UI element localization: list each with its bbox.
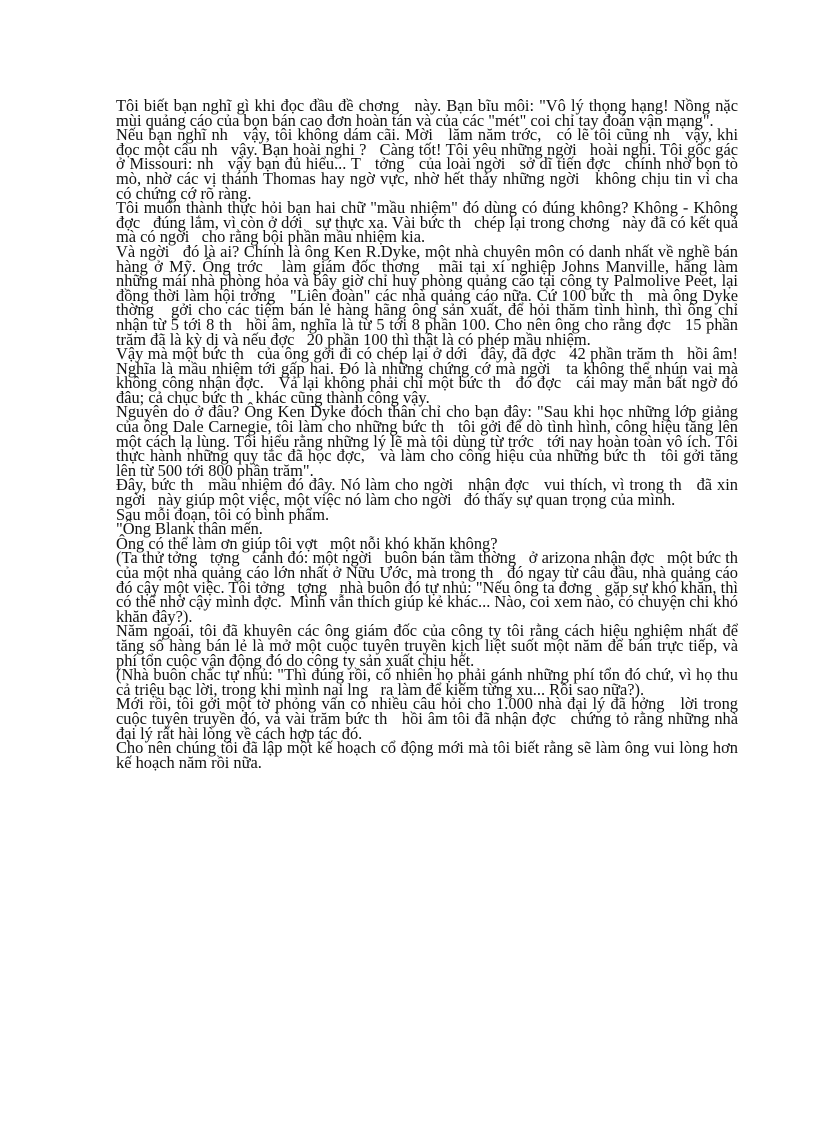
paragraph-intro: Tôi biết bạn nghĩ gì khi đọc đầu đề chơng này. Bạn bĩu môi: "Vô lý thọng hạng! Nồng nặc mùi quảng cáo của bọn bán cao đơn hoàn tán và của các "mét" coi chỉ tay đoán vận mạng". [116,96,743,130]
paragraph-magic-letter: Đây, bức th mầu nhiệm đó đây. Nó làm cho ngời nhận đợc vui thích, vì trong th đã xin ngời này giúp một việc, một việc nó làm cho ngời đó thấy sự quan trọng của mình. [116,475,743,510]
paragraph-reason: Nguyên do ở đâu? Ông Ken Dyke đóch thân chỉ cho bạn đây: "Sau khi học những lớp giảng của ông Dale Carnegie, tôi làm cho những bức th tôi gởi để dò tình hình, công hiệu tăng lên một cách lạ lùng. Tôi hiểu rằng những lý lẽ mà tôi dùng từ trớc tới nay hoàn toàn vô ích. Tôi thực hành những quy tắc đã học đợc, và làm cho công hiệu của những bức th tôi gởi tăng lên từ 500 tới 800 phần trăm". [116,402,743,480]
paragraph-ken-dyke: Và ngời đó là ai? Chính là ông Ken R.Dyke, một nhà chuyên môn có danh nhất về nghề bán hàng ở Mỹ. Ông trớc làm giám đốc thơng mãi tại xí nghiệp Johns Manville, hãng làm những mái nhà phòng hỏa và bây giờ chỉ huy phòng quảng cáo tại công ty Palmolive Peet, lại đồng thời làm hội trởng "Liên đoàn" các nhà quảng cáo nữa. Cứ 100 bức th mà ông Dyke thờng gởi cho các tiệm bán lẻ hàng hãng ông sản xuất, để hỏi thăm tình hình, thì ông chỉ nhận từ 5 tới 8 th hồi âm, nghĩa là từ 5 tới 8 phần 100. Cho nên ông cho rằng đợc 15 phần trăm đã là kỳ dị và nếu đợc 20 phần 100 thì thật là có phép mầu nhiệm. [116,241,743,349]
paragraph-result: Vậy mà một bức th của ông gởi đi có chép lại ở dới đây, đã đợc 42 phần trăm th hồi âm! Nghĩa là mầu nhiệm tới gấp hai. Đó là những chứng cớ mà ngời ta không thể nhún vai mà không công nhận đợc. Vả lại không phải chỉ một bức th đó đợc cái may mắn bất ngờ đó đâu; cả chục bức th khác cũng thành công vậy. [116,344,743,407]
letter-new-plan: Cho nên chúng tôi đã lập một kế hoạch cổ động mới mà tôi biết rằng sẽ làm ông vui lòng hơn kế hoạch năm rồi nữa. [116,738,743,772]
paragraph-question: Tôi muốn thành thực hỏi bạn hai chữ "mầu nhiệm" đó dùng có đúng không? Không - Không đợc đúng lắm, vì còn ở dới sự thực xa. Vài bức th chép lại trong chơng này đã có kết quả mà có ngời cho rằng bội phần mầu nhiệm kia. [116,198,743,247]
paragraph-commentary-2: (Nhà buôn chắc tự nhủ: "Thì đúng rồi, cố nhiên họ phải gánh những phí tổn đó chứ, vì họ thu cả triệu bạc lời, trong khi mình nai lng ra làm để kiếm từng xu... Rồi sao nữa?). [116,665,743,699]
paragraph-comment-note: Sau mỗi đoạn, tôi có bình phẩm. [116,504,330,524]
letter-salutation: "Ông Blank thân mến. [116,519,263,539]
letter-survey: Mới rồi, tôi gởi một tờ phỏng vấn có nhiều câu hỏi cho 1.000 nhà đại lý đã hởng lời trong cuộc tuyên truyền đó, và vài trăm bức th hồi âm tôi đã nhận đợc chứng tỏ rằng những nhà đại lý rất hài lòng về cách hợp tác đó. [116,694,743,743]
letter-last-year: Năm ngoái, tôi đã khuyên các ông giám đốc của công ty tôi rằng cách hiệu nghiệm nhất để tăng số hàng bán lẻ là mở một cuộc tuyên truyền kịch liệt suốt một năm để bán trực tiếp, và phí tổn cuộc vận động đó do công ty sản xuất chịu hết. [116,621,743,670]
paragraph-commentary-1: (Ta thử tởng tợng cảnh đó: một ngời buôn bán tầm thờng ở arizona nhận đợc một bức th của một nhà quảng cáo lớn nhất ở Nữu Ước, mà trong th đó ngay từ câu đầu, nhà quảng cáo đó cậy một việc. Tôi tởng tợng nhà buôn đó tự nhủ: "Nếu ông ta đơng gặp sự khó khăn, thì có thể nhờ cậy mình đợc. Mình vẫn thích giúp kẻ khác... Nào, coi xem nào, có chuyện chi khó khăn đây?). [116,548,751,626]
paragraph-skeptic: Nếu bạn nghĩ nh vậy, tôi không dám cãi. Mời lăm năm trớc, có lẽ tôi cũng nh vậy, khi đọc một câu nh vậy. Bạn hoài nghi ? Càng tốt! Tôi yêu những ngời hoài nghi. Tôi gốc gác ở Missouri: nh vậy bạn đủ hiểu... T tởng của loài ngời sở dĩ tiến đợc chính nhờ bọn tò mò, nhờ các vị thánh Thomas hay ngờ vực, nhờ hết thảy những ngời không chịu tin vì cha có chứng cớ rõ ràng. [116,125,751,203]
document-body [116,96,751,772]
letter-request: Ông có thể làm ơn giúp tôi vợt một nỗi khó khăn không? [116,533,498,553]
